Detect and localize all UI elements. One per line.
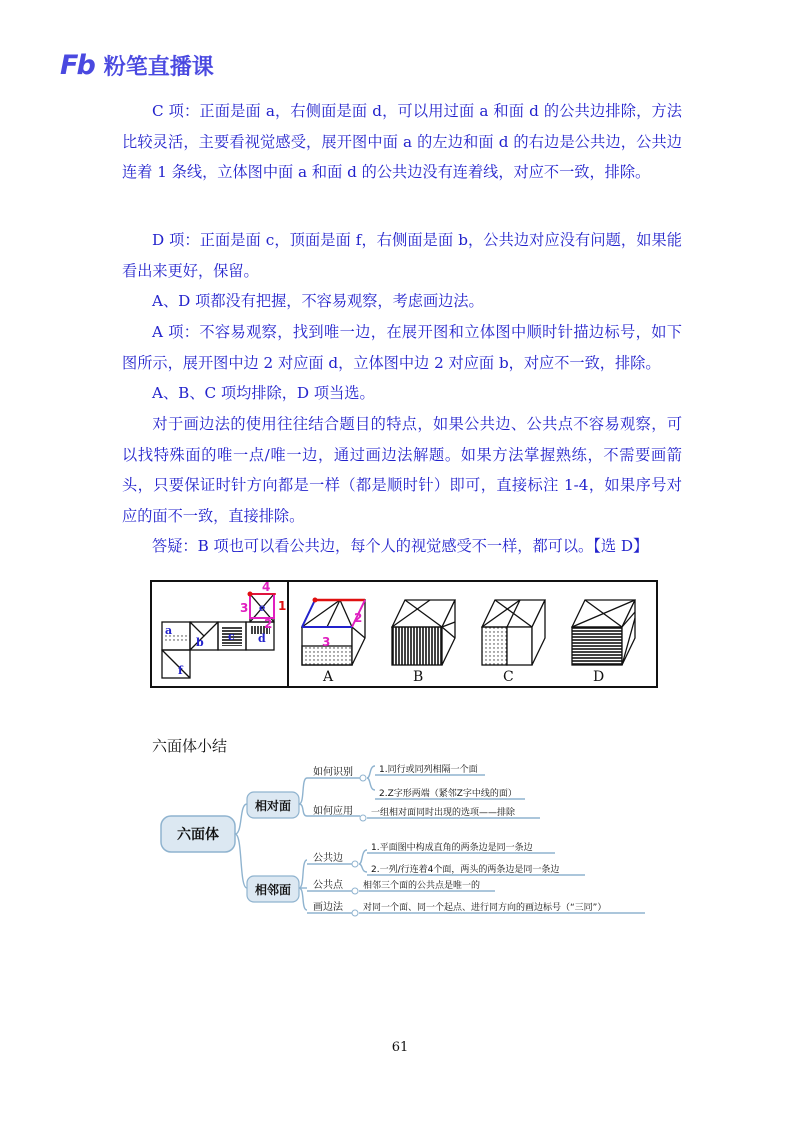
net-label-f: f: [178, 664, 183, 677]
net-label-a: a: [165, 624, 173, 637]
brand-logo: [60, 50, 214, 81]
net-label-e: e: [259, 603, 266, 614]
mindmap-sub-identify: 如何识别: [313, 767, 353, 778]
mindmap-leaf-identify-1: 1.同行或同列相隔一个面: [379, 765, 478, 775]
cube-a-edge-3: 3: [322, 635, 331, 649]
cube-a-edge-2: 2: [354, 611, 363, 625]
mindmap-sub-common-point: 公共点: [313, 880, 343, 891]
cube-figure: [150, 580, 658, 688]
paragraph-option-c: C 项：正面是面 a，右侧面是面 d，可以用过面 a 和面 d 的公共边排除，方法比较灵活，主要看视觉感受，展开图中面 a 的左边和面 d 的右边是公共边，公共边连着 1 条线，立体图中面 a 和面 d 的公共边没有连着线，对应不一致，排除。: [122, 102, 682, 181]
summary-title: 六面体小结: [152, 737, 228, 755]
option-label-a: A: [323, 669, 334, 685]
logo-text: 粉笔直播课: [103, 55, 214, 80]
mindmap: [155, 760, 655, 934]
paragraph-edge-method: A、D 项都没有把握，不容易观察，考虑画边法。: [152, 292, 484, 310]
paragraph-qa: 答疑：B 项也可以看公共边，每个人的视觉感受不一样，都可以。【选 D】: [152, 537, 649, 555]
net-label-d: d: [258, 632, 266, 645]
cube-option-b: [392, 600, 455, 665]
cube-option-c: [482, 600, 545, 665]
paragraph-option-d: D 项：正面是面 c，顶面是面 f，右侧面是面 b，公共边对应没有问题，如果能看出来更好，保留。: [122, 231, 682, 280]
option-label-c: C: [503, 669, 514, 685]
mindmap-leaf-draw-1: 对同一个面、同一个起点、进行同方向的画边标号（“三同”）: [363, 903, 607, 913]
logo-mark: Fb: [60, 50, 94, 81]
mindmap-leaf-apply-1: 一组相对面同时出现的选项——排除: [371, 808, 516, 818]
cube-option-a: [302, 600, 365, 665]
mindmap-svg: [155, 760, 655, 930]
mindmap-leaf-edge-1: 1.平面图中构成直角的两条边是同一条边: [371, 843, 533, 853]
net-label-c: c: [228, 630, 235, 643]
mindmap-leaf-point-1: 相邻三个面的公共点是唯一的: [363, 881, 481, 891]
mindmap-sub-draw-edge: 画边法: [313, 902, 343, 913]
mindmap-branch-opposite-label: 相对面: [254, 799, 292, 813]
cube-option-d: [572, 600, 635, 665]
mindmap-root-label: 六面体: [177, 827, 219, 843]
net-edge-4: 4: [262, 582, 271, 594]
net-edge-1: 1: [278, 599, 287, 613]
mindmap-leaf-identify-2: 2.Z字形两端（紧邻Z字中线的面）: [379, 789, 517, 799]
page-number: 61: [391, 1040, 409, 1055]
mindmap-sub-common-edge: 公共边: [313, 853, 343, 864]
net-edge-2: 2: [264, 617, 273, 631]
mindmap-leaf-edge-2: 2.一列/行连着4个面，两头的两条边是同一条边: [371, 865, 560, 875]
mindmap-sub-apply: 如何应用: [313, 806, 353, 817]
paragraph-conclusion: A、B、C 项均排除，D 项当选。: [152, 384, 375, 402]
cube-figure-svg: [152, 582, 656, 686]
option-label-d: D: [593, 669, 605, 685]
option-label-b: B: [413, 669, 424, 685]
net-label-b: b: [196, 636, 204, 649]
paragraph-option-a: A 项：不容易观察，找到唯一边，在展开图和立体图中顺时针描边标号，如下图所示，展开图中边 2 对应面 d，立体图中边 2 对应面 b，对应不一致，排除。: [122, 323, 682, 372]
net-edge-3: 3: [240, 601, 249, 615]
paragraph-method-note: 对于画边法的使用往往结合题目的特点，如果公共边、公共点不容易观察，可以找特殊面的唯一点/唯一边，通过画边法解题。如果方法掌握熟练，不需要画箭头，只要保证时针方向都是一样（都是顺时针）即可，直接标注 1-4，如果序号对应的面不一致，直接排除。: [122, 415, 682, 525]
mindmap-branch-adjacent-label: 相邻面: [254, 883, 292, 897]
